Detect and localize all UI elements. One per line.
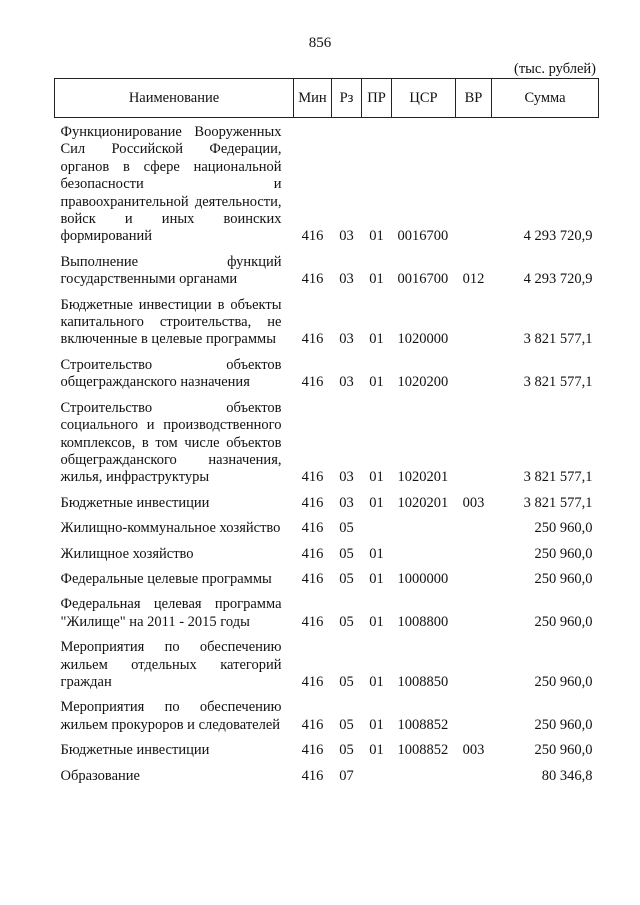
cell-name: Федеральная целевая программа "Жилище" на 2011 - 2015 годы: [60, 596, 282, 630]
cell-pr: 01: [369, 545, 384, 562]
header-vr: ВР: [456, 79, 492, 118]
cell-vr: [456, 760, 492, 785]
cell-rz: 03: [339, 331, 354, 348]
cell-pr: 01: [369, 374, 384, 391]
cell-sum: 250 960,0: [534, 716, 593, 733]
cell-vr: 003: [462, 742, 485, 759]
table-row: [55, 588, 599, 631]
cell-min: 416: [301, 331, 324, 348]
cell-rz: 03: [339, 494, 354, 511]
cell-sum: 250 960,0: [534, 742, 593, 759]
cell-min: 416: [301, 494, 324, 511]
cell-csr: 1000000: [397, 570, 449, 587]
cell-sum: 3 821 577,1: [523, 469, 593, 486]
table-row: [55, 289, 599, 349]
cell-name: Мероприятия по обеспечению жильем прокуроров и следователей: [60, 699, 282, 733]
header-csr: ЦСР: [392, 79, 456, 118]
cell-min: 416: [301, 716, 324, 733]
cell-min: 416: [301, 767, 324, 784]
table-row: [55, 246, 599, 289]
cell-name: Бюджетные инвестиции: [60, 494, 210, 511]
cell-vr: 012: [462, 271, 485, 288]
budget-table: [54, 78, 599, 785]
header-rz: Рз: [332, 79, 362, 118]
cell-pr: [362, 512, 392, 537]
cell-rz: 05: [339, 570, 354, 587]
cell-sum: 250 960,0: [534, 545, 593, 562]
table-row: [55, 349, 599, 392]
cell-sum: 4 293 720,9: [523, 228, 593, 245]
cell-csr: 1020200: [397, 374, 449, 391]
cell-csr: 0016700: [397, 228, 449, 245]
cell-sum: 80 346,8: [541, 767, 593, 784]
cell-vr: 003: [462, 494, 485, 511]
table-row: [55, 734, 599, 759]
cell-sum: 3 821 577,1: [523, 494, 593, 511]
cell-min: 416: [301, 545, 324, 562]
cell-vr: [456, 289, 492, 349]
cell-pr: 01: [369, 570, 384, 587]
header-pr: ПР: [362, 79, 392, 118]
cell-csr: 1020201: [397, 494, 449, 511]
table-row: [55, 760, 599, 785]
cell-sum: 250 960,0: [534, 613, 593, 630]
cell-pr: 01: [369, 271, 384, 288]
cell-pr: 01: [369, 613, 384, 630]
units-label: (тыс. рублей): [514, 61, 596, 77]
cell-csr: 1020201: [397, 469, 449, 486]
cell-name: Мероприятия по обеспечению жильем отдельных категорий граждан: [60, 639, 282, 690]
cell-csr: 1008800: [397, 613, 449, 630]
cell-sum: 250 960,0: [534, 673, 593, 690]
table-row: [55, 631, 599, 691]
cell-rz: 05: [339, 545, 354, 562]
header-sum: Сумма: [492, 79, 599, 118]
cell-csr: 1008852: [397, 716, 449, 733]
cell-name: Бюджетные инвестиции: [60, 742, 210, 759]
cell-rz: 03: [339, 271, 354, 288]
table-row: [55, 691, 599, 734]
cell-vr: [456, 563, 492, 588]
cell-pr: 01: [369, 469, 384, 486]
cell-vr: [456, 349, 492, 392]
cell-rz: 03: [339, 374, 354, 391]
cell-vr: [456, 512, 492, 537]
cell-min: 416: [301, 742, 324, 759]
table-row: [55, 512, 599, 537]
table-row: [55, 538, 599, 563]
cell-rz: 05: [339, 613, 354, 630]
cell-min: 416: [301, 271, 324, 288]
cell-vr: [456, 631, 492, 691]
cell-name: Образование: [60, 767, 140, 784]
cell-min: 416: [301, 673, 324, 690]
cell-vr: [456, 588, 492, 631]
cell-min: 416: [301, 570, 324, 587]
cell-rz: 05: [339, 520, 354, 537]
cell-name: Строительство объектов общегражданского назначения: [60, 356, 282, 391]
table-row: [55, 392, 599, 487]
cell-name: Строительство объектов социального и производственного комплексов, в том числе объектов общегражданского назначения, жилья, инфраструктуры: [60, 399, 282, 486]
cell-name: Федеральные целевые программы: [60, 570, 272, 587]
table-row: [55, 563, 599, 588]
header-min: Мин: [294, 79, 332, 118]
cell-csr: 1008852: [397, 742, 449, 759]
cell-pr: 01: [369, 228, 384, 245]
cell-min: 416: [301, 613, 324, 630]
cell-min: 416: [301, 374, 324, 391]
table-header-row: [55, 79, 599, 118]
header-name: Наименование: [55, 79, 294, 118]
cell-min: 416: [301, 228, 324, 245]
cell-vr: [456, 538, 492, 563]
cell-sum: 4 293 720,9: [523, 271, 593, 288]
cell-csr: 0016700: [397, 271, 449, 288]
cell-vr: [456, 392, 492, 487]
cell-vr: [456, 118, 492, 246]
cell-pr: 01: [369, 742, 384, 759]
cell-csr: 1020000: [397, 331, 449, 348]
cell-pr: 01: [369, 673, 384, 690]
cell-name: Жилищное хозяйство: [60, 545, 194, 562]
cell-pr: 01: [369, 716, 384, 733]
cell-rz: 05: [339, 716, 354, 733]
table-row: [55, 118, 599, 246]
cell-name: Жилищно-коммунальное хозяйство: [60, 520, 281, 537]
cell-sum: 250 960,0: [534, 570, 593, 587]
page-number: 856: [308, 35, 332, 51]
cell-rz: 07: [339, 767, 354, 784]
cell-rz: 05: [339, 742, 354, 759]
cell-sum: 3 821 577,1: [523, 374, 593, 391]
cell-name: Функционирование Вооруженных Сил Российской Федерации, органов в сфере национальной безопасности и правоохранительной деятельности, войск и иных воинских формирований: [60, 124, 282, 245]
cell-csr: [392, 760, 456, 785]
cell-rz: 03: [339, 228, 354, 245]
table-row: [55, 487, 599, 512]
cell-min: 416: [301, 520, 324, 537]
cell-vr: [456, 691, 492, 734]
cell-csr: [392, 512, 456, 537]
cell-min: 416: [301, 469, 324, 486]
cell-csr: 1008850: [397, 673, 449, 690]
cell-rz: 03: [339, 469, 354, 486]
cell-sum: 3 821 577,1: [523, 331, 593, 348]
cell-csr: [392, 538, 456, 563]
cell-pr: 01: [369, 331, 384, 348]
cell-pr: [362, 760, 392, 785]
cell-rz: 05: [339, 673, 354, 690]
cell-name: Бюджетные инвестиции в объекты капитального строительства, не включенные в целевые программы: [60, 296, 282, 348]
cell-sum: 250 960,0: [534, 520, 593, 537]
cell-pr: 01: [369, 494, 384, 511]
cell-name: Выполнение функций государственными органами: [60, 253, 282, 288]
